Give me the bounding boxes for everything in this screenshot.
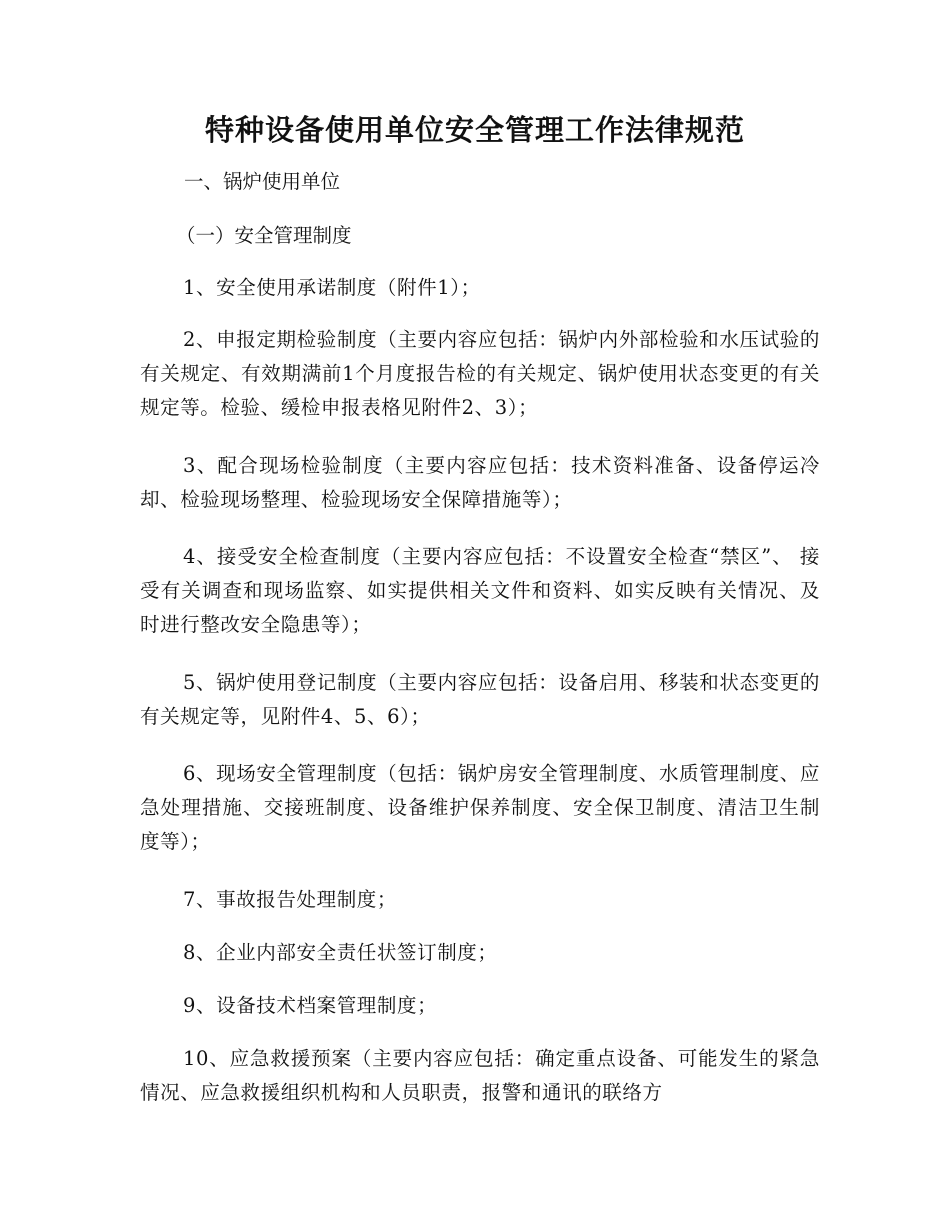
list-item-4: 4、接受安全检查制度（主要内容应包括：不设置安全检查“禁区”、 接受有关调查和现场监察、如实提供相关文件和资料、如实反映有关情况、及时进行整改安全隐患等）； — [140, 545, 820, 636]
list-item-10: 10、应急救援预案（主要内容应包括：确定重点设备、可能发生的紧急情况、应急救援组织机构和人员职责，报警和通讯的联络方 — [140, 1047, 820, 1104]
list-item-8: 8、企业内部安全责任状签订制度； — [183, 941, 498, 964]
section-heading-boiler-unit: 一、锅炉使用单位 — [184, 170, 341, 193]
list-item-6: 6、现场安全管理制度（包括：锅炉房安全管理制度、水质管理制度、应急处理措施、交接班制度、设备维护保养制度、安全保卫制度、清洁卫生制度等）； — [140, 762, 820, 853]
list-item-9: 9、设备技术档案管理制度； — [183, 994, 438, 1017]
document-title: 特种设备使用单位安全管理工作法律规范 — [204, 113, 745, 147]
list-item-3: 3、配合现场检验制度（主要内容应包括：技术资料准备、设备停运冷却、检验现场整理、检验现场安全保障措施等）； — [140, 454, 820, 511]
list-item-7: 7、事故报告处理制度； — [183, 888, 398, 911]
subsection-heading-safety-management: （一）安全管理制度 — [176, 224, 352, 247]
list-item-1: 1、安全使用承诺制度（附件1）； — [183, 276, 481, 299]
list-item-2: 2、申报定期检验制度（主要内容应包括：锅炉内外部检验和水压试验的有关规定、有效期满前1个月度报告检的有关规定、锅炉使用状态变更的有关规定等。检验、缓检申报表格见附件2、3）； — [140, 328, 820, 419]
list-item-5: 5、锅炉使用登记制度（主要内容应包括：设备启用、移装和状态变更的有关规定等，见附件4、5、6）； — [140, 671, 820, 728]
